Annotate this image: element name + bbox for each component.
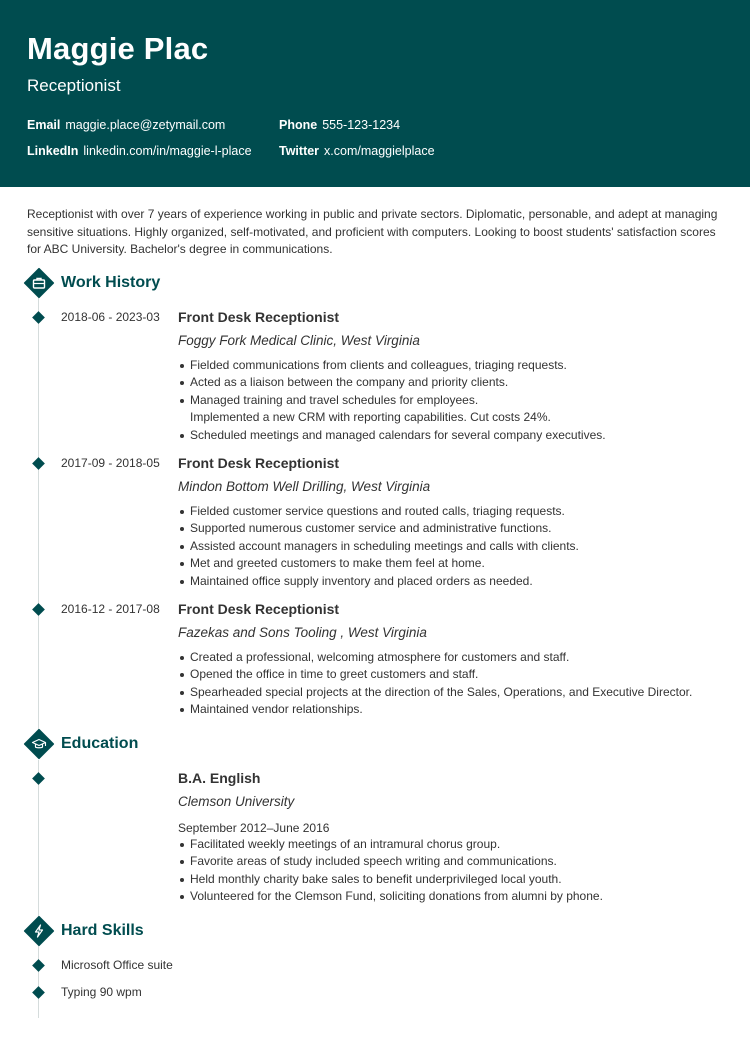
list-item: Maintained office supply inventory and placed orders as needed.	[190, 573, 579, 590]
contact-phone	[279, 118, 400, 132]
degree-title: B.A. English	[178, 770, 261, 786]
job-bullets	[190, 649, 692, 719]
job-dates: 2016-12 - 2017-08	[61, 602, 160, 616]
timeline-line-skills	[38, 946, 39, 1018]
list-item: Scheduled meetings and managed calendars for several company executives.	[190, 427, 606, 444]
twitter-value[interactable]: x.com/maggielplace	[324, 144, 435, 158]
list-item: Acted as a liaison between the company and priority clients.	[190, 374, 606, 391]
education-bullets	[190, 836, 603, 906]
graduation-cap-icon	[31, 736, 47, 752]
hard-skills-heading: Hard Skills	[61, 922, 144, 939]
email-value[interactable]: maggie.place@zetymail.com	[65, 118, 226, 132]
list-item: Fielded communications from clients and colleagues, triaging requests.	[190, 357, 606, 374]
job-company: Foggy Fork Medical Clinic, West Virginia	[178, 333, 420, 348]
linkedin-value[interactable]: linkedin.com/in/maggie-l-place	[83, 144, 252, 158]
twitter-label: Twitter	[279, 144, 320, 158]
phone-value[interactable]: 555-123-1234	[322, 118, 401, 132]
list-item: Held monthly charity bake sales to benefit underprivileged local youth.	[190, 871, 603, 888]
list-item: Volunteered for the Clemson Fund, soliciting donations from alumni by phone.	[190, 888, 603, 905]
job-dates: 2018-06 - 2023-03	[61, 310, 160, 324]
education-dates: September 2012–June 2016	[178, 821, 330, 835]
list-item: Implemented a new CRM with reporting capabilities. Cut costs 24%.	[190, 410, 551, 425]
contact-email	[27, 118, 225, 132]
list-item: Met and greeted customers to make them feel at home.	[190, 555, 579, 572]
list-item: Created a professional, welcoming atmosphere for customers and staff.	[190, 649, 692, 666]
briefcase-icon	[31, 275, 47, 291]
job-title: Front Desk Receptionist	[178, 601, 340, 617]
education-heading: Education	[61, 735, 139, 752]
job-company: Fazekas and Sons Tooling , West Virginia	[178, 625, 427, 640]
list-item: Spearheaded special projects at the direction of the Sales, Operations, and Executive Director.	[190, 684, 692, 701]
summary-paragraph: Receptionist with over 7 years of experience working in public and private sectors. Diplomatic, personable, and adept at managing sensitive situations. Highly organized, self-motivated, and proficient with computers. Looking to boost students' satisfaction scores for ABC University. Bachelor's degree in communications.	[27, 207, 718, 256]
contact-linkedin	[27, 144, 252, 158]
phone-label: Phone	[279, 118, 318, 132]
skills-section-badge	[25, 917, 53, 945]
list-item: Supported numerous customer service and administrative functions.	[190, 520, 579, 537]
job-title: Front Desk Receptionist	[178, 455, 340, 471]
list-item: Facilitated weekly meetings of an intramural chorus group.	[190, 836, 603, 853]
linkedin-label: LinkedIn	[27, 144, 79, 158]
contact-twitter	[279, 144, 435, 158]
timeline-line-work	[38, 298, 39, 730]
skill-item: Microsoft Office suite	[61, 958, 173, 972]
list-item: Opened the office in time to greet customers and staff.	[190, 666, 692, 683]
candidate-name: Maggie Plac	[27, 31, 209, 66]
skill-item: Typing 90 wpm	[61, 985, 142, 999]
timeline-marker	[32, 772, 45, 785]
candidate-title: Receptionist	[27, 76, 121, 95]
school-name: Clemson University	[178, 794, 295, 809]
email-label: Email	[27, 118, 61, 132]
job-bullets	[190, 503, 579, 590]
timeline-marker	[32, 986, 45, 999]
timeline-marker	[32, 959, 45, 972]
job-company: Mindon Bottom Well Drilling, West Virginia	[178, 479, 431, 494]
list-item: Favorite areas of study included speech writing and communications.	[190, 853, 603, 870]
job-title: Front Desk Receptionist	[178, 309, 340, 325]
resume-header	[0, 0, 750, 187]
job-dates: 2017-09 - 2018-05	[61, 456, 160, 470]
education-section-badge	[25, 730, 53, 758]
timeline-marker	[32, 311, 45, 324]
timeline-marker	[32, 603, 45, 616]
job-bullets	[190, 357, 606, 444]
list-item: Managed training and travel schedules for employees.	[190, 392, 606, 409]
list-item: Maintained vendor relationships.	[190, 701, 692, 718]
timeline-marker	[32, 457, 45, 470]
list-item: Fielded customer service questions and routed calls, triaging requests.	[190, 503, 579, 520]
list-item: Assisted account managers in scheduling meetings and calls with clients.	[190, 538, 579, 555]
work-history-heading: Work History	[61, 274, 161, 291]
lightning-icon	[31, 923, 47, 939]
work-section-badge	[25, 269, 53, 297]
